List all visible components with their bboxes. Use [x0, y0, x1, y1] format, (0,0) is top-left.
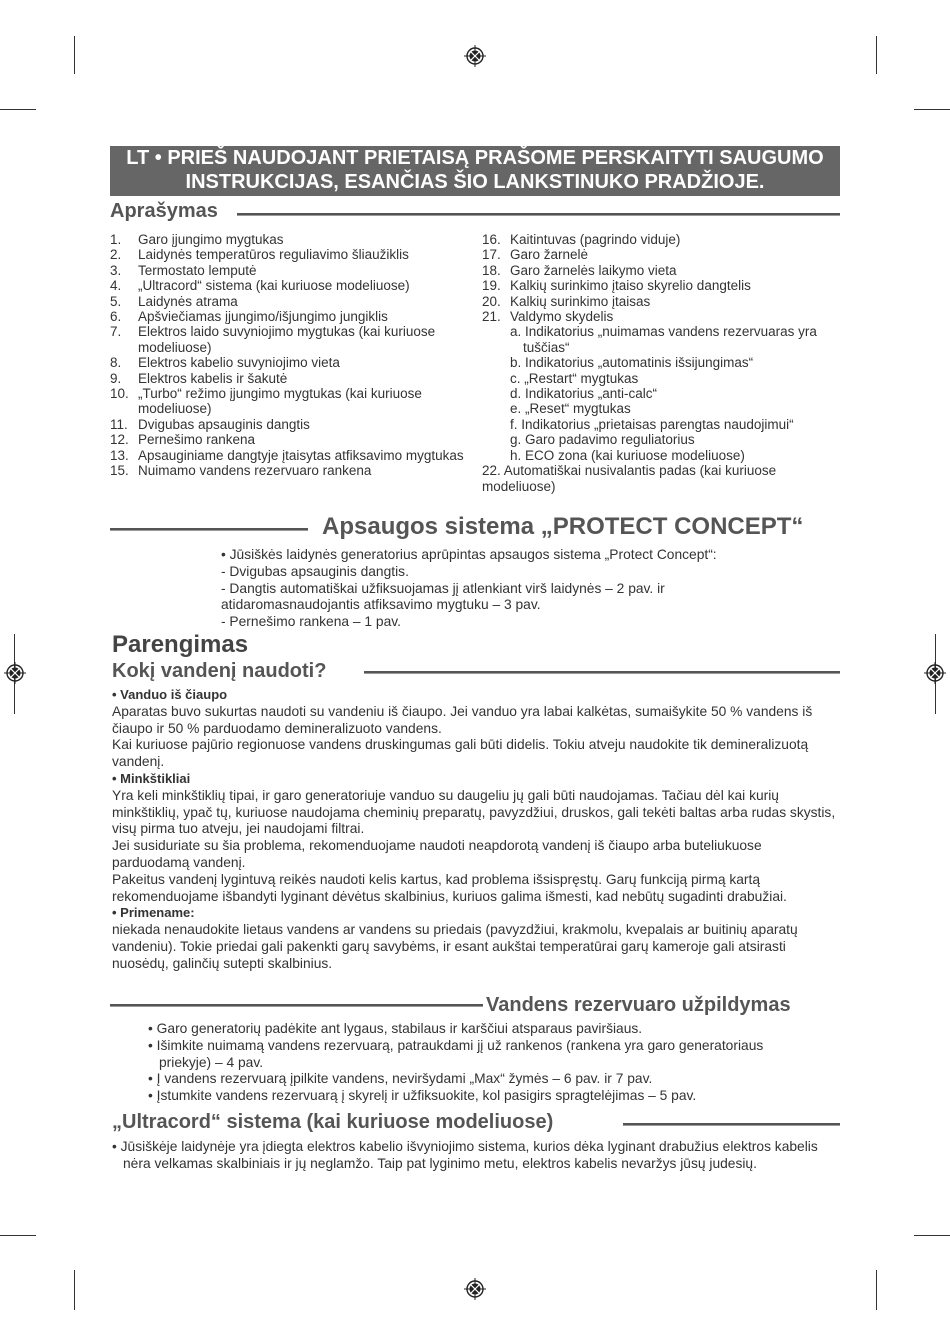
item-text: Kalkių surinkimo įtaiso skyrelio dangtelis [510, 278, 751, 294]
ultracord-paragraph: • Jūsiškėje laidynėje yra įdiegta elektros kabelio išvyniojimo sistema, kurios dėka lyginant drabužius elektros kabelis nėra velkamas skalbiniais ir jų neglamžo. Taip pat lyginimo metu, elektros kabelis nevaržys jūsų judesių. [112, 1139, 818, 1171]
item-number: 6. [110, 309, 122, 325]
list-item [110, 232, 470, 247]
list-item [110, 294, 470, 309]
list-item [110, 463, 470, 478]
softeners-p2: Jei susiduriate su šia problema, rekomenduojame naudoti neapdorotą vandenį iš čiaupo arba buteliukuose parduodamą vandenį. [112, 838, 762, 870]
crop-mark [0, 109, 36, 110]
section-rule [623, 1123, 840, 1126]
tap-water-heading: • Vanduo iš čiaupo [112, 687, 228, 702]
filling-title: Vandens rezervuaro užpildymas [486, 994, 791, 1016]
panel-item [482, 448, 842, 463]
protect-line: - Pernešimo rankena – 1 pav. [221, 614, 401, 630]
item-text: „Turbo“ režimo įjungimo mygtukas (kai kuriuose modeliuose) [138, 386, 422, 417]
item-number: 9. [110, 370, 122, 386]
water-type-title: Kokį vandenį naudoti? [112, 660, 327, 682]
list-item [110, 309, 470, 324]
section-rule [364, 671, 840, 674]
tap-water-p1: Aparatas buvo sukurtas naudoti su vandeniu iš čiaupo. Jei vanduo yra labai kalkėtas, sumaišykite 50 % vandens iš čiaupo ir 50 % parduodamo demineralizuoto vandens. [112, 703, 813, 736]
ultracord-title: „Ultracord“ sistema (kai kuriuose modeliuose) [112, 1111, 554, 1133]
protect-line: atidaromasnaudojantis atfiksavimo mygtuku – 3 pav. [221, 597, 541, 613]
item-text: Laidynės temperatūros reguliavimo šliaužiklis [138, 247, 409, 263]
item-number: 18. [482, 262, 501, 278]
softeners-heading: • Minkštikliai [112, 770, 191, 786]
crop-mark [914, 109, 950, 110]
panel-item-text: g. Garo padavimo reguliatorius [510, 432, 695, 448]
panel-item-text: e. „Reset“ mygtukas [510, 401, 631, 417]
item-number: 13. [110, 447, 129, 463]
item-number: 20. [482, 293, 501, 309]
crop-mark [876, 1270, 877, 1310]
protect-title: Apsaugos sistema „PROTECT CONCEPT“ [322, 513, 804, 540]
softeners-p3: Pakeitus vandenį lygintuvą reikės naudoti kelis kartus, kad problema išsispręstų. Garų funkciją pirmą kartą rekomenduojame išbandyti lyginant dėvėtus skalbinius, kuriuos galima išmesti, kad nebūtų sugadinti drabužiai. [112, 871, 787, 904]
filling-item: • Išimkite nuimamą vandens rezervuarą, patraukdami jį už rankenos (rankena yra garo generatoriaus priekyje) – 4 pav. [148, 1037, 764, 1070]
description-list-right [482, 232, 842, 494]
item-text: Nuimamo vandens rezervuaro rankena [138, 463, 372, 479]
list-item [110, 371, 470, 386]
filling-item: • Įstumkite vandens rezervuarą į skyrelį ir užfiksuokite, kol pasigirs spragtelėjimas – 5 pav. [148, 1088, 697, 1104]
tap-water-p2: Kai kuriuose pajūrio regionuose vandens druskingumas gali būti didelis. Tokiu atveju naudokite tik demineralizuotą vandenį. [112, 737, 809, 770]
panel-item-text: h. ECO zona (kai kuriuose modeliuose) [510, 447, 745, 463]
item-text: Termostato lemputė [138, 262, 257, 278]
list-item [110, 432, 470, 447]
item-text: Valdymo skydelis [510, 309, 614, 325]
description-title: Aprašymas [110, 200, 218, 222]
list-item [482, 278, 842, 293]
list-item [110, 324, 470, 355]
list-item: 22. Automatiškai nusivalantis padas (kai kuriuose modeliuose) [482, 463, 777, 494]
item-number: 12. [110, 432, 129, 448]
filling-item: • Garo generatorių padėkite ant lygaus, stabilaus ir karščiui atsparaus paviršiaus. [148, 1021, 643, 1036]
registration-mark-icon [4, 662, 26, 684]
panel-item [482, 432, 842, 447]
item-number: 1. [110, 232, 122, 247]
list-item [110, 355, 470, 370]
item-text: Elektros laido suvyniojimo mygtukas (kai kuriuose modeliuose) [138, 324, 436, 355]
list-item [482, 247, 842, 262]
protect-text [221, 547, 821, 631]
item-text: Elektros kabelis ir šakutė [138, 370, 288, 386]
item-number: 19. [482, 278, 501, 294]
registration-mark-icon [924, 662, 946, 684]
panel-item [482, 417, 842, 432]
panel-item-text: a. Indikatorius „nuimamas vandens rezervuaras yra tuščias“ [510, 324, 817, 355]
panel-item [482, 401, 842, 416]
item-number: 3. [110, 262, 122, 278]
crop-mark [74, 36, 75, 74]
panel-item [482, 355, 842, 370]
item-text: Apsauginiame dangtyje įtaisytas atfiksavimo mygtukas [138, 447, 464, 463]
registration-mark-icon [464, 1278, 486, 1300]
list-item [110, 448, 470, 463]
panel-item-text: f. Indikatorius „prietaisas parengtas naudojimui“ [510, 416, 794, 432]
panel-item-text: c. „Restart“ mygtukas [510, 370, 639, 386]
crop-mark [914, 1235, 950, 1236]
list-item [110, 386, 470, 417]
list-item [482, 232, 842, 247]
list-item [482, 294, 842, 309]
item-number: 5. [110, 293, 122, 309]
section-rule [110, 528, 308, 531]
item-number: 8. [110, 355, 122, 371]
reminder-heading: • Primename: [112, 905, 195, 921]
protect-line: - Dvigubas apsauginis dangtis. [221, 563, 409, 579]
description-list-left [110, 232, 470, 479]
crop-mark [876, 36, 877, 74]
panel-item [482, 386, 842, 401]
item-text: Elektros kabelio suvyniojimo vieta [138, 355, 340, 371]
item-number: 2. [110, 247, 122, 263]
filling-list [148, 1021, 768, 1105]
item-text: Pernešimo rankena [138, 432, 256, 448]
protect-line: - Dangtis automatiškai užfiksuojamas jį atlenkiant virš laidynės – 2 pav. ir [221, 580, 665, 596]
ultracord-text [112, 1139, 842, 1173]
item-number: 4. [110, 278, 122, 294]
item-text: Garo įjungimo mygtukas [138, 232, 284, 247]
registration-mark-icon [464, 45, 486, 67]
list-item [482, 263, 842, 278]
list-item [110, 417, 470, 432]
panel-item [482, 324, 842, 355]
item-text: „Ultracord“ sistema (kai kuriuose modeliuose) [138, 278, 410, 294]
filling-item: • Į vandens rezervuarą įpilkite vandens, neviršydami „Max“ žymės – 6 pav. ir 7 pav. [148, 1071, 653, 1087]
protect-line: • Jūsiškės laidynės generatorius aprūpintas apsaugos sistema „Protect Concept“: [221, 547, 717, 562]
panel-item-text: b. Indikatorius „automatinis išsijungimas“ [510, 355, 754, 371]
item-number: 17. [482, 247, 501, 263]
crop-mark [74, 1270, 75, 1310]
crop-mark [0, 1235, 36, 1236]
item-text: Dvigubas apsauginis dangtis [138, 416, 310, 432]
item-number: 21. [482, 309, 501, 325]
panel-item [482, 371, 842, 386]
section-rule [237, 213, 840, 216]
item-number: 10. [110, 386, 129, 402]
item-number: 11. [110, 416, 128, 432]
list-item [482, 309, 842, 324]
item-text: Garo žarnelės laikymo vieta [510, 262, 677, 278]
list-item [110, 263, 470, 278]
item-text: Kalkių surinkimo įtaisas [510, 293, 651, 309]
preparation-title: Parengimas [112, 631, 249, 658]
item-number: 7. [110, 324, 122, 340]
section-rule [110, 1004, 483, 1007]
softeners-p1: Yra keli minkštiklių tipai, ir garo generatoriuje vanduo su daugeliu jų gali būti naudojamas. Tačiau dėl kai kurių minkštiklių, ypač tų, kuriuose naudojama cheminių preparatų, pavyzdžiui, druskos, gali tekėti baltas arba rudas skystis, visų pirma tuo atveju, jei naudojami filtrai. [112, 787, 836, 837]
item-text: Garo žarnelė [510, 247, 589, 263]
reminder-text: niekada nenaudokite lietaus vandens ar vandens su priedais (pavyzdžiui, krakmolu, kvepalais ar buitinių aparatų vandeniu). Tokie priedai gali pakenkti garų savybėms, ir esant aukštai temperatūrai garų kameroje gali atsirasti nuosėdų, galinčių sutepti skalbinius. [112, 922, 798, 971]
safety-header-banner [110, 146, 840, 196]
item-text: Apšviečiamas įjungimo/išjungimo jungiklis [138, 309, 388, 325]
item-number: 15. [110, 463, 129, 479]
header-line-2: INSTRUKCIJAS, ESANČIAS ŠIO LANKSTINUKO PRADŽIOJE. [185, 171, 765, 193]
item-number: 16. [482, 232, 501, 247]
header-line-1: LT • PRIEŠ NAUDOJANT PRIETAISĄ PRAŠOME PERSKAITYTI SAUGUMO [126, 147, 824, 169]
item-text: Kaitintuvas (pagrindo viduje) [510, 232, 681, 247]
preparation-body [112, 687, 838, 973]
list-item [110, 247, 470, 262]
list-item [110, 278, 470, 293]
item-text: Laidynės atrama [138, 293, 238, 309]
panel-item-text: d. Indikatorius „anti-calc“ [510, 386, 658, 402]
